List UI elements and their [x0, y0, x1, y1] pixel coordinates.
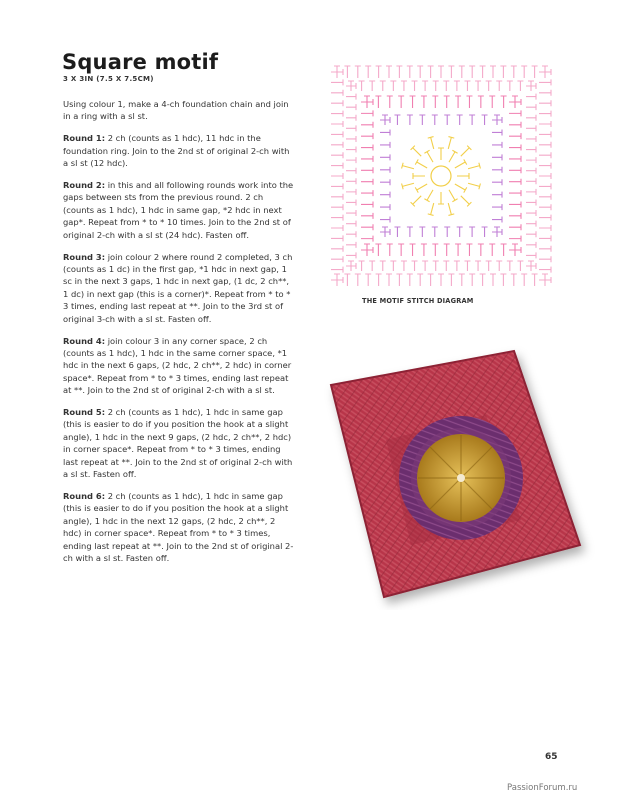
stitch-symbol: [457, 173, 469, 179]
stitch-symbol: [355, 66, 361, 78]
stitch-symbol: [421, 244, 427, 256]
stitch-symbol: [331, 194, 343, 200]
stitch-symbol: [346, 115, 356, 121]
stitch-symbol: [438, 192, 444, 204]
stitch-symbol: [432, 227, 438, 237]
stitch-symbol: [455, 96, 461, 108]
stitch-symbol: [380, 217, 390, 223]
stitch-symbol: [433, 81, 439, 91]
stitch-symbol: [464, 261, 470, 271]
stitch-symbol: [526, 231, 536, 237]
stitch-symbol: [386, 274, 392, 286]
stitch-symbol: [526, 199, 536, 205]
stitch-symbol: [509, 190, 521, 196]
stitch-symbol: [526, 125, 536, 131]
stitch-symbol: [396, 274, 402, 286]
stitch-symbol: [411, 194, 424, 207]
stitch-symbol: [390, 81, 396, 91]
stitch-symbol: [417, 66, 423, 78]
stitch-symbol: [500, 66, 506, 78]
stitch-symbol: [475, 261, 481, 271]
stitch-symbol: [428, 66, 434, 78]
stitch-symbol: [454, 81, 460, 91]
stitch-symbol: [380, 142, 390, 148]
stitch-symbol: [346, 104, 356, 110]
stitch-symbol: [526, 136, 536, 142]
stitch-symbol: [539, 111, 551, 117]
stitch-symbol: [482, 115, 488, 125]
stitch-symbol: [331, 225, 343, 231]
stitch-symbol: [539, 246, 551, 252]
round-4: [63, 335, 296, 397]
stitch-symbol: [446, 188, 457, 201]
round-1: [63, 132, 296, 169]
stitch-symbol: [448, 274, 454, 286]
stitch-symbol: [443, 81, 449, 91]
stitch-symbol: [432, 244, 438, 256]
stitch-symbol: [480, 274, 486, 286]
stitch-symbol: [532, 274, 538, 286]
stitch-symbol: [361, 213, 373, 219]
stitch-symbol: [509, 224, 521, 230]
stitch-symbol: [432, 96, 438, 108]
stitch-symbol: [469, 115, 475, 125]
motif-dimensions: 3 X 3IN (7.5 X 7.5CM): [63, 75, 154, 83]
stitch-symbol: [344, 274, 350, 286]
stitch-symbol: [482, 227, 488, 237]
stitch-symbol: [459, 66, 465, 78]
stitch-symbol: [539, 267, 551, 273]
stitch-symbol: [331, 246, 343, 252]
stitch-symbol: [526, 221, 536, 227]
stitch-symbol: [331, 235, 343, 241]
stitch-symbol: [410, 96, 416, 108]
stitch-symbol: [521, 274, 527, 286]
stitch-symbol: [539, 121, 551, 127]
stitch-symbol: [346, 210, 356, 216]
stitch-symbol: [480, 66, 486, 78]
round-label: Round 2:: [63, 180, 106, 191]
stitch-symbol: [380, 167, 390, 173]
stitch-symbol: [386, 66, 392, 78]
round-text: 2 ch (counts as 1 hdc), 1 hdc in same gap (this is easier to do if you position the hook at a slight angle), 1 hdc in the next 9 gaps, (2 hdc, 2 ch**, 2 hdc) in corner space*. Repeat from * to * 3 times, ending last repeat at **. Join to the 2nd st of original 2-ch with a sl st. Fasten off.: [63, 407, 293, 480]
stitch-symbol: [526, 104, 536, 110]
stitch-symbol: [421, 96, 427, 108]
stitch-symbol: [469, 227, 475, 237]
stitch-symbol: [454, 261, 460, 271]
stitch-symbol: [492, 167, 502, 173]
stitch-symbol: [469, 274, 475, 286]
round-5: [63, 406, 296, 480]
stitch-symbol: [511, 274, 517, 286]
stitch-symbol: [490, 66, 496, 78]
motif-photo: [316, 345, 596, 610]
stitch-symbol: [509, 133, 521, 139]
stitch-symbol: [453, 181, 466, 192]
stitch-symbol: [394, 227, 400, 237]
stitch-symbol: [509, 201, 521, 207]
stitch-symbol: [526, 147, 536, 153]
stitch-symbol: [486, 81, 492, 91]
stitch-symbol: [407, 115, 413, 125]
stitch-symbol: [444, 244, 450, 256]
stitch-symbol: [380, 261, 386, 271]
stitch-symbol: [445, 202, 454, 215]
stitch-symbol: [526, 210, 536, 216]
stitch-symbol: [380, 81, 386, 91]
stitch-symbol: [365, 66, 371, 78]
stitch-symbol: [466, 244, 472, 256]
round-text: join colour 3 in any corner space, 2 ch (counts as 1 hdc), 1 hdc in the same corner space, *1 hdc in the next 6 gaps, (2 hdc, 2 ch**, 2 hdc) in corner space*. Repeat from * to * 3 times, ending last repeat at **. Join to the 2nd st of original 2-ch with a sl st.: [63, 335, 292, 396]
stitch-symbol: [443, 261, 449, 271]
stitch-symbol: [359, 81, 365, 91]
center-hole: [457, 474, 465, 482]
stitch-symbol: [509, 156, 521, 162]
stitch-symbol: [346, 252, 356, 258]
stitch-symbol: [346, 157, 356, 163]
stitch-symbol: [539, 90, 551, 96]
stitch-symbol: [501, 244, 507, 256]
stitch-symbol: [539, 256, 551, 262]
stitch-symbol: [412, 261, 418, 271]
stitch-symbol: [361, 110, 373, 116]
stitch-symbol: [380, 179, 390, 185]
stitch-symbol: [438, 148, 444, 160]
stitch-symbol: [464, 81, 470, 91]
stitch-symbol: [509, 236, 521, 242]
stitch-symbol: [365, 274, 371, 286]
stitch-symbol: [413, 173, 425, 179]
stitch-symbol: [509, 145, 521, 151]
watermark: PassionForum.ru: [507, 783, 578, 793]
stitch-symbol: [517, 81, 523, 91]
stitch-symbol: [492, 217, 502, 223]
stitch-symbol: [457, 227, 463, 237]
stitch-symbol: [428, 202, 437, 215]
stitch-symbol: [492, 204, 502, 210]
stitch-symbol: [331, 90, 343, 96]
stitch-symbol: [346, 199, 356, 205]
stitch-symbol: [526, 242, 536, 248]
stitch-symbol: [539, 173, 551, 179]
round-6: [63, 490, 296, 564]
stitch-symbol: [380, 192, 390, 198]
stitch-symbol: [401, 261, 407, 271]
round-2: [63, 179, 296, 241]
stitch-symbol: [361, 224, 373, 230]
round-label: Round 3:: [63, 251, 106, 262]
stitch-symbol: [521, 66, 527, 78]
stitch-symbol: [331, 121, 343, 127]
stitch-symbol: [376, 274, 382, 286]
stitch-symbol: [346, 189, 356, 195]
stitch-symbol: [526, 157, 536, 163]
stitch-symbol: [422, 81, 428, 91]
stitch-symbol: [401, 81, 407, 91]
stitch-symbol: [492, 142, 502, 148]
stitch-symbol: [526, 178, 536, 184]
stitch-symbol: [417, 274, 423, 286]
stitch-symbol: [459, 194, 472, 207]
stitch-symbol: [526, 168, 536, 174]
stitch-symbol: [331, 183, 343, 189]
stitch-symbol: [361, 133, 373, 139]
stitch-symbol: [444, 227, 450, 237]
stitch-symbol: [500, 274, 506, 286]
stitch-symbol: [346, 178, 356, 184]
stitch-symbol: [511, 66, 517, 78]
page-number: 65: [545, 752, 558, 762]
stitch-symbol: [331, 100, 343, 106]
stitch-symbol: [398, 96, 404, 108]
stitch-symbol: [446, 150, 457, 163]
stitch-symbol: [467, 180, 480, 189]
stitch-symbol: [432, 115, 438, 125]
stitch-symbol: [539, 152, 551, 158]
stitch-symbol: [539, 100, 551, 106]
stitch-symbol: [444, 96, 450, 108]
stitch-symbol: [361, 201, 373, 207]
stitch-symbol: [489, 244, 495, 256]
stitch-symbol: [428, 274, 434, 286]
stitch-symbol: [539, 235, 551, 241]
round-text: join colour 2 where round 2 completed, 3 ch (counts as 1 dc) in the first gap, *1 hdc in next gap, 1 sc in the next 3 gaps, 1 hdc in next gap, (1 dc, 2 ch**, 1 dc) in next gap (this is a corner)*. Repeat from * to * 3 times, ending last repeat at **. Join to the 3rd st of original 3-ch with a sl st. Fasten off.: [63, 251, 293, 324]
stitch-symbol: [380, 129, 390, 135]
stitch-symbol: [380, 154, 390, 160]
stitch-symbol: [331, 163, 343, 169]
stitch-symbol: [331, 152, 343, 158]
stitch-symbol: [509, 110, 521, 116]
stitch-symbol: [507, 261, 513, 271]
stitch-symbol: [492, 179, 502, 185]
intro-paragraph: Using colour 1, make a 4-ch foundation chain and join in a ring with a sl st.: [63, 99, 289, 122]
stitch-symbol: [376, 66, 382, 78]
stitch-symbol: [415, 159, 428, 170]
stitch-symbol: [331, 111, 343, 117]
stitch-symbol: [539, 79, 551, 85]
stitch-symbol: [539, 183, 551, 189]
stitch-symbol: [444, 115, 450, 125]
round-label: Round 1:: [63, 133, 106, 144]
stitch-symbol: [509, 179, 521, 185]
stitch-symbol: [496, 261, 502, 271]
stitch-symbol: [361, 236, 373, 242]
stitch-symbol: [402, 180, 415, 189]
stitch-symbol: [486, 261, 492, 271]
stitch-symbol: [489, 96, 495, 108]
stitch-symbol: [478, 96, 484, 108]
stitch-symbol: [380, 204, 390, 210]
stitch-symbol: [394, 115, 400, 125]
stitch-symbol: [361, 122, 373, 128]
round-text: 2 ch (counts as 1 hdc), 1 hdc in same gap (this is easier to do if you position the hook at a slight angle), 1 hdc in the next 12 gaps, (2 hdc, 2 ch**, 2 hdc) in corner space*. Repeat from * to * 3 times, ending last repeat at **. Join to the 2nd st of original 2-ch with a sl st. Fasten off.: [63, 490, 294, 563]
stitch-symbol: [375, 244, 381, 256]
diagram-caption: THE MOTIF STITCH DIAGRAM: [362, 297, 474, 305]
stitch-symbol: [331, 173, 343, 179]
stitch-symbol: [331, 256, 343, 262]
round-label: Round 4:: [63, 335, 106, 346]
stitch-symbol: [331, 79, 343, 85]
stitch-symbol: [539, 131, 551, 137]
stitch-symbol: [509, 167, 521, 173]
stitch-symbol: [517, 261, 523, 271]
center-round-stitches: [402, 137, 481, 216]
stitch-symbol: [496, 81, 502, 91]
stitch-symbol: [539, 225, 551, 231]
stitch-symbol: [475, 81, 481, 91]
stitch-symbol: [346, 136, 356, 142]
stitch-symbol: [492, 192, 502, 198]
round-label: Round 6:: [63, 490, 106, 501]
stitch-symbol: [346, 94, 356, 100]
stitch-symbol: [359, 261, 365, 271]
stitch-symbol: [507, 81, 513, 91]
stitch-symbol: [415, 181, 428, 192]
stitch-symbol: [331, 131, 343, 137]
stitch-symbol: [539, 194, 551, 200]
stitch-symbol: [331, 267, 343, 273]
stitch-symbol: [467, 163, 480, 172]
stitch-symbol: [346, 125, 356, 131]
stitch-symbol: [419, 227, 425, 237]
stitch-symbol: [526, 94, 536, 100]
stitch-symbol: [361, 190, 373, 196]
stitch-symbol: [501, 96, 507, 108]
stitch-symbol: [509, 213, 521, 219]
stitch-symbol: [453, 159, 466, 170]
stitch-symbol: [490, 274, 496, 286]
stitch-symbol: [469, 66, 475, 78]
stitch-symbol: [344, 66, 350, 78]
stitch-symbol: [459, 274, 465, 286]
stitch-symbol: [390, 261, 396, 271]
stitch-symbol: [422, 261, 428, 271]
stitch-symbol: [478, 244, 484, 256]
stitch-symbol: [331, 215, 343, 221]
stitch-symbol: [407, 227, 413, 237]
outer-round-stitches: [331, 66, 551, 286]
stitch-symbol: [361, 156, 373, 162]
stitch-symbol: [396, 66, 402, 78]
stitch-symbol: [424, 188, 435, 201]
stitch-symbol: [509, 122, 521, 128]
stitch-symbol: [331, 204, 343, 210]
stitch-symbol: [433, 261, 439, 271]
stitch-symbol: [331, 142, 343, 148]
pattern-instructions: [63, 98, 296, 574]
stitch-symbol: [459, 146, 472, 159]
stitch-symbol: [369, 81, 375, 91]
stitch-symbol: [346, 221, 356, 227]
stitch-symbol: [355, 274, 361, 286]
foundation-ring: [431, 166, 451, 186]
stitch-symbol: [410, 244, 416, 256]
stitch-symbol: [346, 147, 356, 153]
stitch-symbol: [407, 274, 413, 286]
stitch-symbol: [387, 96, 393, 108]
stitch-symbol: [526, 252, 536, 258]
stitch-symbol: [398, 244, 404, 256]
stitch-symbol: [445, 137, 454, 150]
round-3-stitches: [380, 115, 502, 237]
stitch-symbol: [346, 231, 356, 237]
stitch-symbol: [539, 142, 551, 148]
stitch-symbol: [387, 244, 393, 256]
stitch-symbol: [532, 66, 538, 78]
stitch-symbol: [369, 261, 375, 271]
round-3: [63, 251, 296, 325]
stitch-symbol: [526, 115, 536, 121]
stitch-symbol: [419, 115, 425, 125]
stitch-symbol: [361, 167, 373, 173]
round-text: in this and all following rounds work into the gaps between sts from the previous round. 2 ch (counts as 1 hdc), 1 hdc in same gap, *2 hdc in next gap*. Repeat from * to * 10 times. Join to the 2nd st of original 2-ch with a sl st (24 hdc). Fasten off.: [63, 180, 294, 240]
stitch-symbol: [492, 129, 502, 135]
stitch-symbol: [539, 215, 551, 221]
stitch-symbol: [438, 274, 444, 286]
page-title: Square motif: [62, 50, 219, 74]
stitch-symbol: [466, 96, 472, 108]
stitch-symbol: [428, 137, 437, 150]
stitch-symbol: [492, 154, 502, 160]
stitch-symbol: [438, 66, 444, 78]
stitch-symbol: [448, 66, 454, 78]
stitch-symbol: [407, 66, 413, 78]
stitch-symbol: [361, 145, 373, 151]
stitch-symbol: [402, 163, 415, 172]
round-label: Round 5:: [63, 407, 106, 418]
stitch-symbol: [412, 81, 418, 91]
stitch-symbol: [375, 96, 381, 108]
stitch-symbol: [455, 244, 461, 256]
stitch-symbol: [411, 146, 424, 159]
stitch-symbol: [346, 168, 356, 174]
stitch-symbol: [346, 242, 356, 248]
stitch-symbol: [539, 204, 551, 210]
round-text: 2 ch (counts as 1 hdc), 11 hdc in the foundation ring. Join to the 2nd st of original 2-ch with a sl st (12 hdc).: [63, 133, 290, 169]
stitch-symbol: [457, 115, 463, 125]
stitch-symbol: [526, 189, 536, 195]
stitch-symbol: [424, 150, 435, 163]
stitch-symbol: [361, 179, 373, 185]
stitch-symbol: [539, 163, 551, 169]
stitch-diagram: [325, 40, 555, 290]
